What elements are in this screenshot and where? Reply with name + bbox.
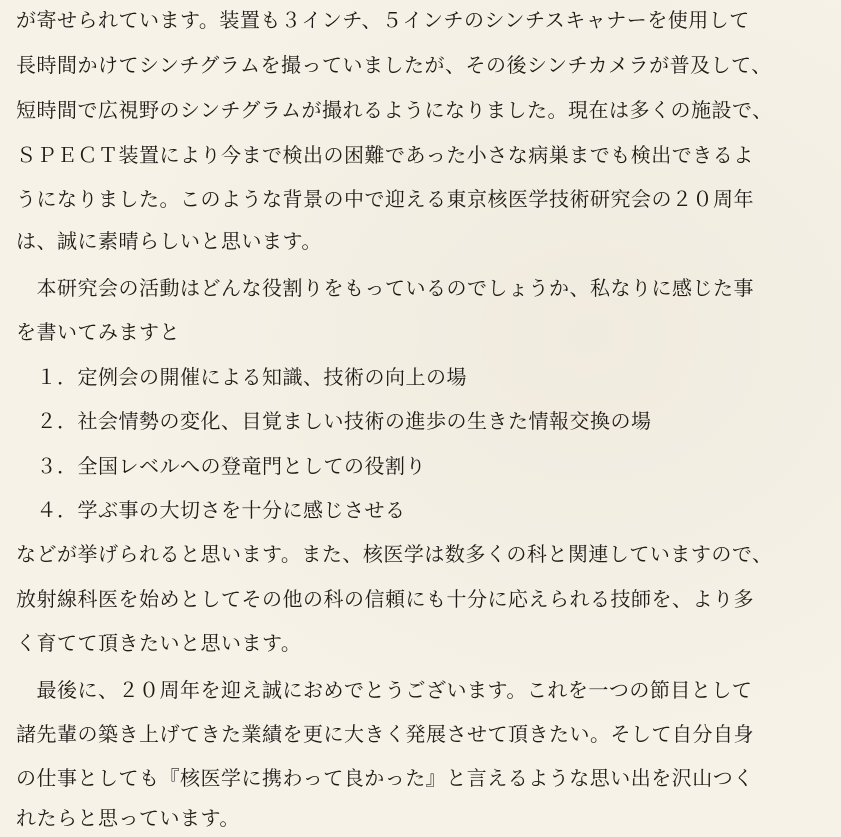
list-item: １．定例会の開催による知識、技術の向上の場 bbox=[16, 365, 467, 389]
text-line: が寄せられています。装置も３インチ、５インチのシンチスキャナーを使用して bbox=[16, 8, 750, 32]
text-line: れたらと思っています。 bbox=[16, 806, 240, 830]
text-line: く育てて頂きたいと思います。 bbox=[16, 631, 302, 655]
text-line: ＳＰＥＣＴ装置により今まで検出の困難であった小さな病巣までも検出できるよ bbox=[16, 143, 754, 167]
text-line: うになりました。このような背景の中で迎える東京核医学技術研究会の２０周年 bbox=[16, 187, 754, 211]
text-line: 最後に、２０周年を迎え誠におめでとうございます。これを一つの節目として bbox=[16, 678, 753, 702]
text-line: 本研究会の活動はどんな役割りをもっているのでしょうか、私なりに感じた事 bbox=[16, 276, 754, 300]
list-item: ４．学ぶ事の大切さを十分に感じさせる bbox=[16, 498, 406, 522]
text-line: は、誠に素晴らしいと思います。 bbox=[16, 229, 322, 253]
text-line: 諸先輩の築き上げてきた業績を更に大きく発展させて頂きたい。そして自分自身 bbox=[16, 722, 754, 746]
text-line: を書いてみますと bbox=[16, 320, 180, 344]
text-line: 短時間で広視野のシンチグラムが撮れるようになりました。現在は多くの施設で、 bbox=[16, 98, 773, 122]
text-line: の仕事としても『核医学に携わって良かった』と言えるような思い出を沢山つく bbox=[16, 766, 754, 790]
list-item: ２．社会情勢の変化、目覚ましい技術の進歩の生きた情報交換の場 bbox=[16, 409, 652, 433]
text-line: などが挙げられると思います。また、核医学は数多くの科と関連していますので、 bbox=[16, 542, 773, 566]
text-line: 長時間かけてシンチグラムを撮っていましたが、その後シンチカメラが普及して、 bbox=[16, 53, 772, 77]
list-item: ３．全国レベルへの登竜門としての役割り bbox=[16, 454, 426, 478]
text-line: 放射線科医を始めとしてその他の科の信頼にも十分に応えられる技師を、より多 bbox=[16, 587, 754, 611]
